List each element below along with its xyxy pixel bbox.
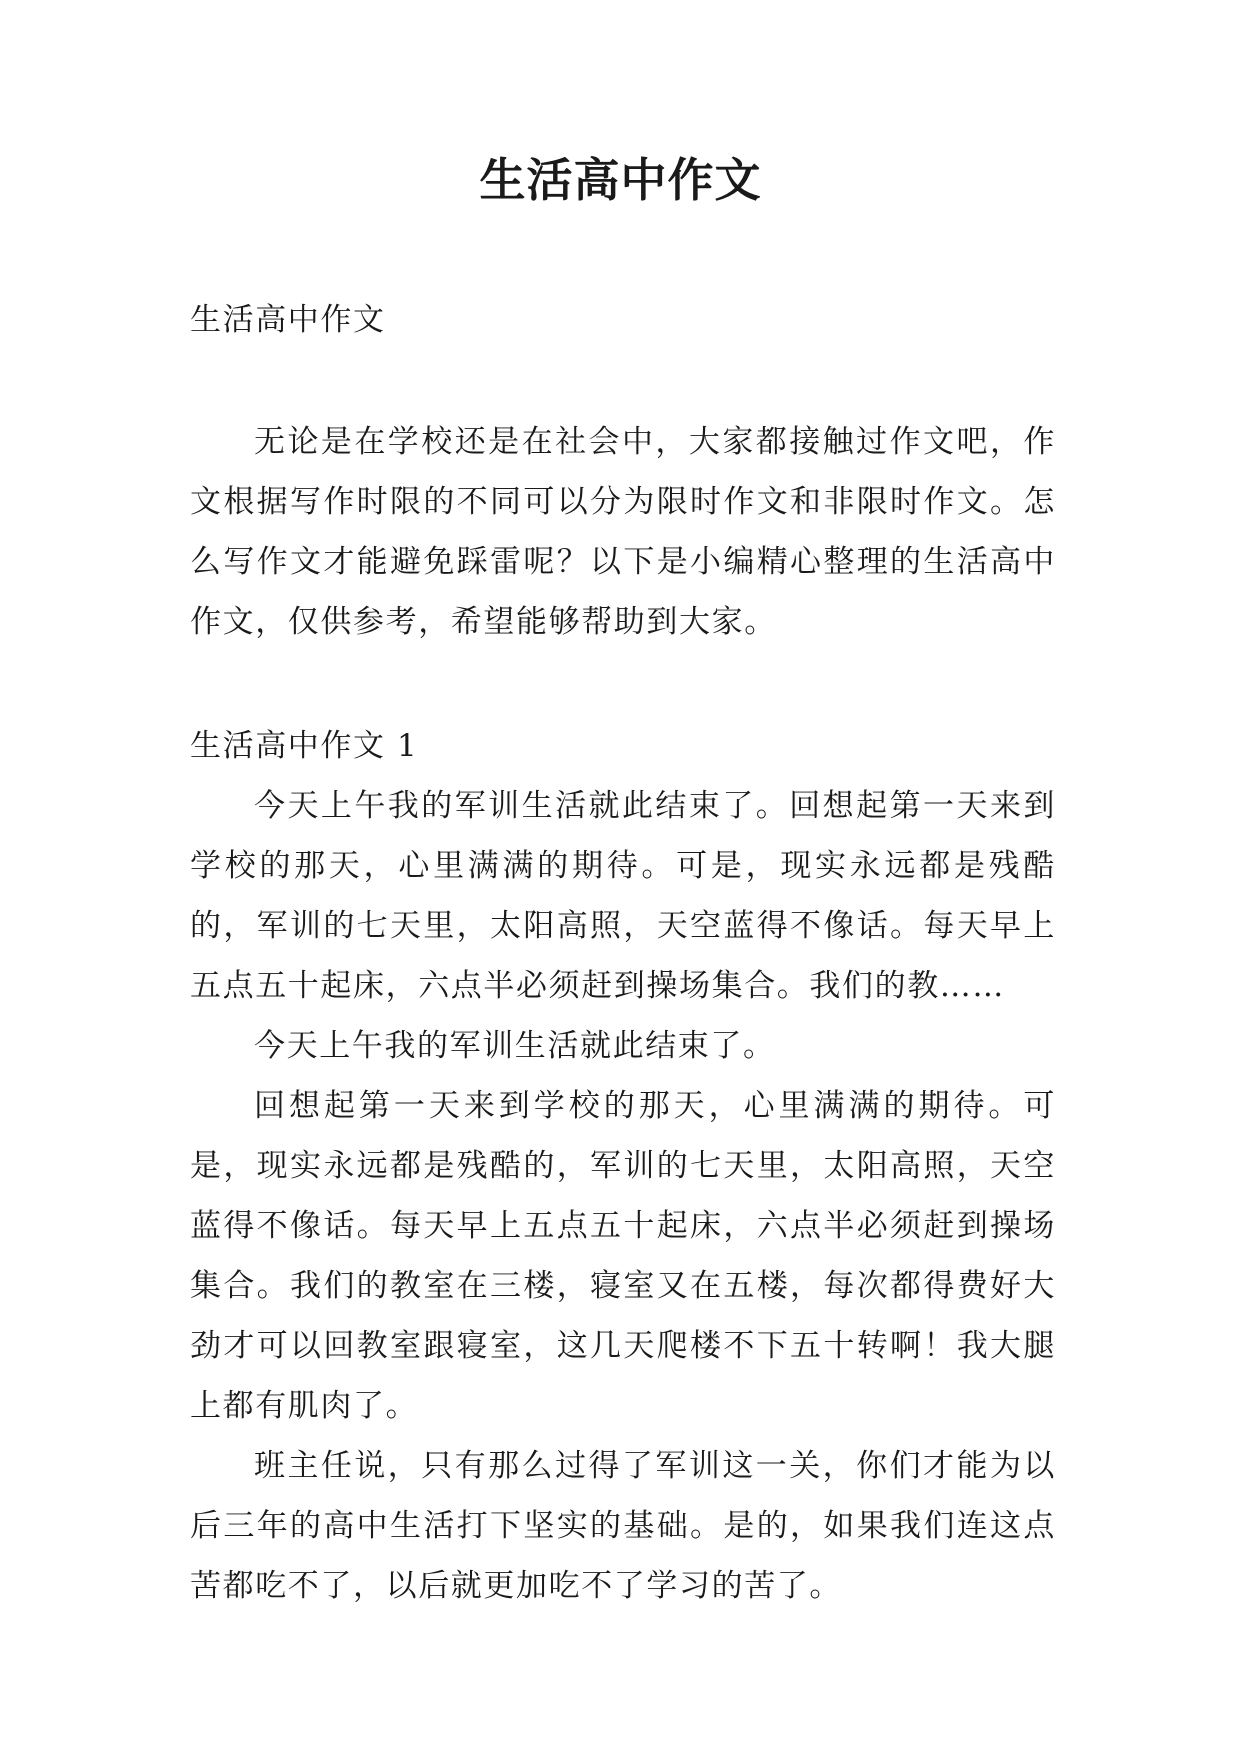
paragraph-spacer (190, 350, 1056, 412)
section-heading: 生活高中作文 1 (190, 728, 419, 764)
document-body (190, 290, 1056, 1616)
document-title: 生活高中作文 (479, 153, 762, 207)
document-subtitle: 生活高中作文 (190, 302, 386, 338)
body-paragraph: 今天上午我的军训生活就此结束了。回想起第一天来到学校的那天，心里满满的期待。可是，现实永远都是残酷的，军训的七天里，太阳高照，天空蓝得不像话。每天早上五点五十起床，六点半必须赶到操场集合。我们的教…… (190, 788, 1056, 1004)
body-paragraph: 班主任说，只有那么过得了军训这一关，你们才能为以后三年的高中生活打下坚实的基础。是的，如果我们连这点苦都吃不了，以后就更加吃不了学习的苦了。 (190, 1448, 1056, 1604)
body-paragraph: 今天上午我的军训生活就此结束了。 (254, 1028, 776, 1064)
intro-paragraph: 无论是在学校还是在社会中，大家都接触过作文吧，作文根据写作时限的不同可以分为限时作文和非限时作文。怎么写作文才能避免踩雷呢？以下是小编精心整理的生活高中作文，仅供参考，希望能够帮助到大家。 (190, 424, 1056, 640)
paragraph-spacer (190, 652, 1056, 716)
body-paragraph: 回想起第一天来到学校的那天，心里满满的期待。可是，现实永远都是残酷的，军训的七天里，太阳高照，天空蓝得不像话。每天早上五点五十起床，六点半必须赶到操场集合。我们的教室在三楼，寝室又在五楼，每次都得费好大劲才可以回教室跟寝室，这几天爬楼不下五十转啊！我大腿上都有肌肉了。 (190, 1088, 1056, 1424)
